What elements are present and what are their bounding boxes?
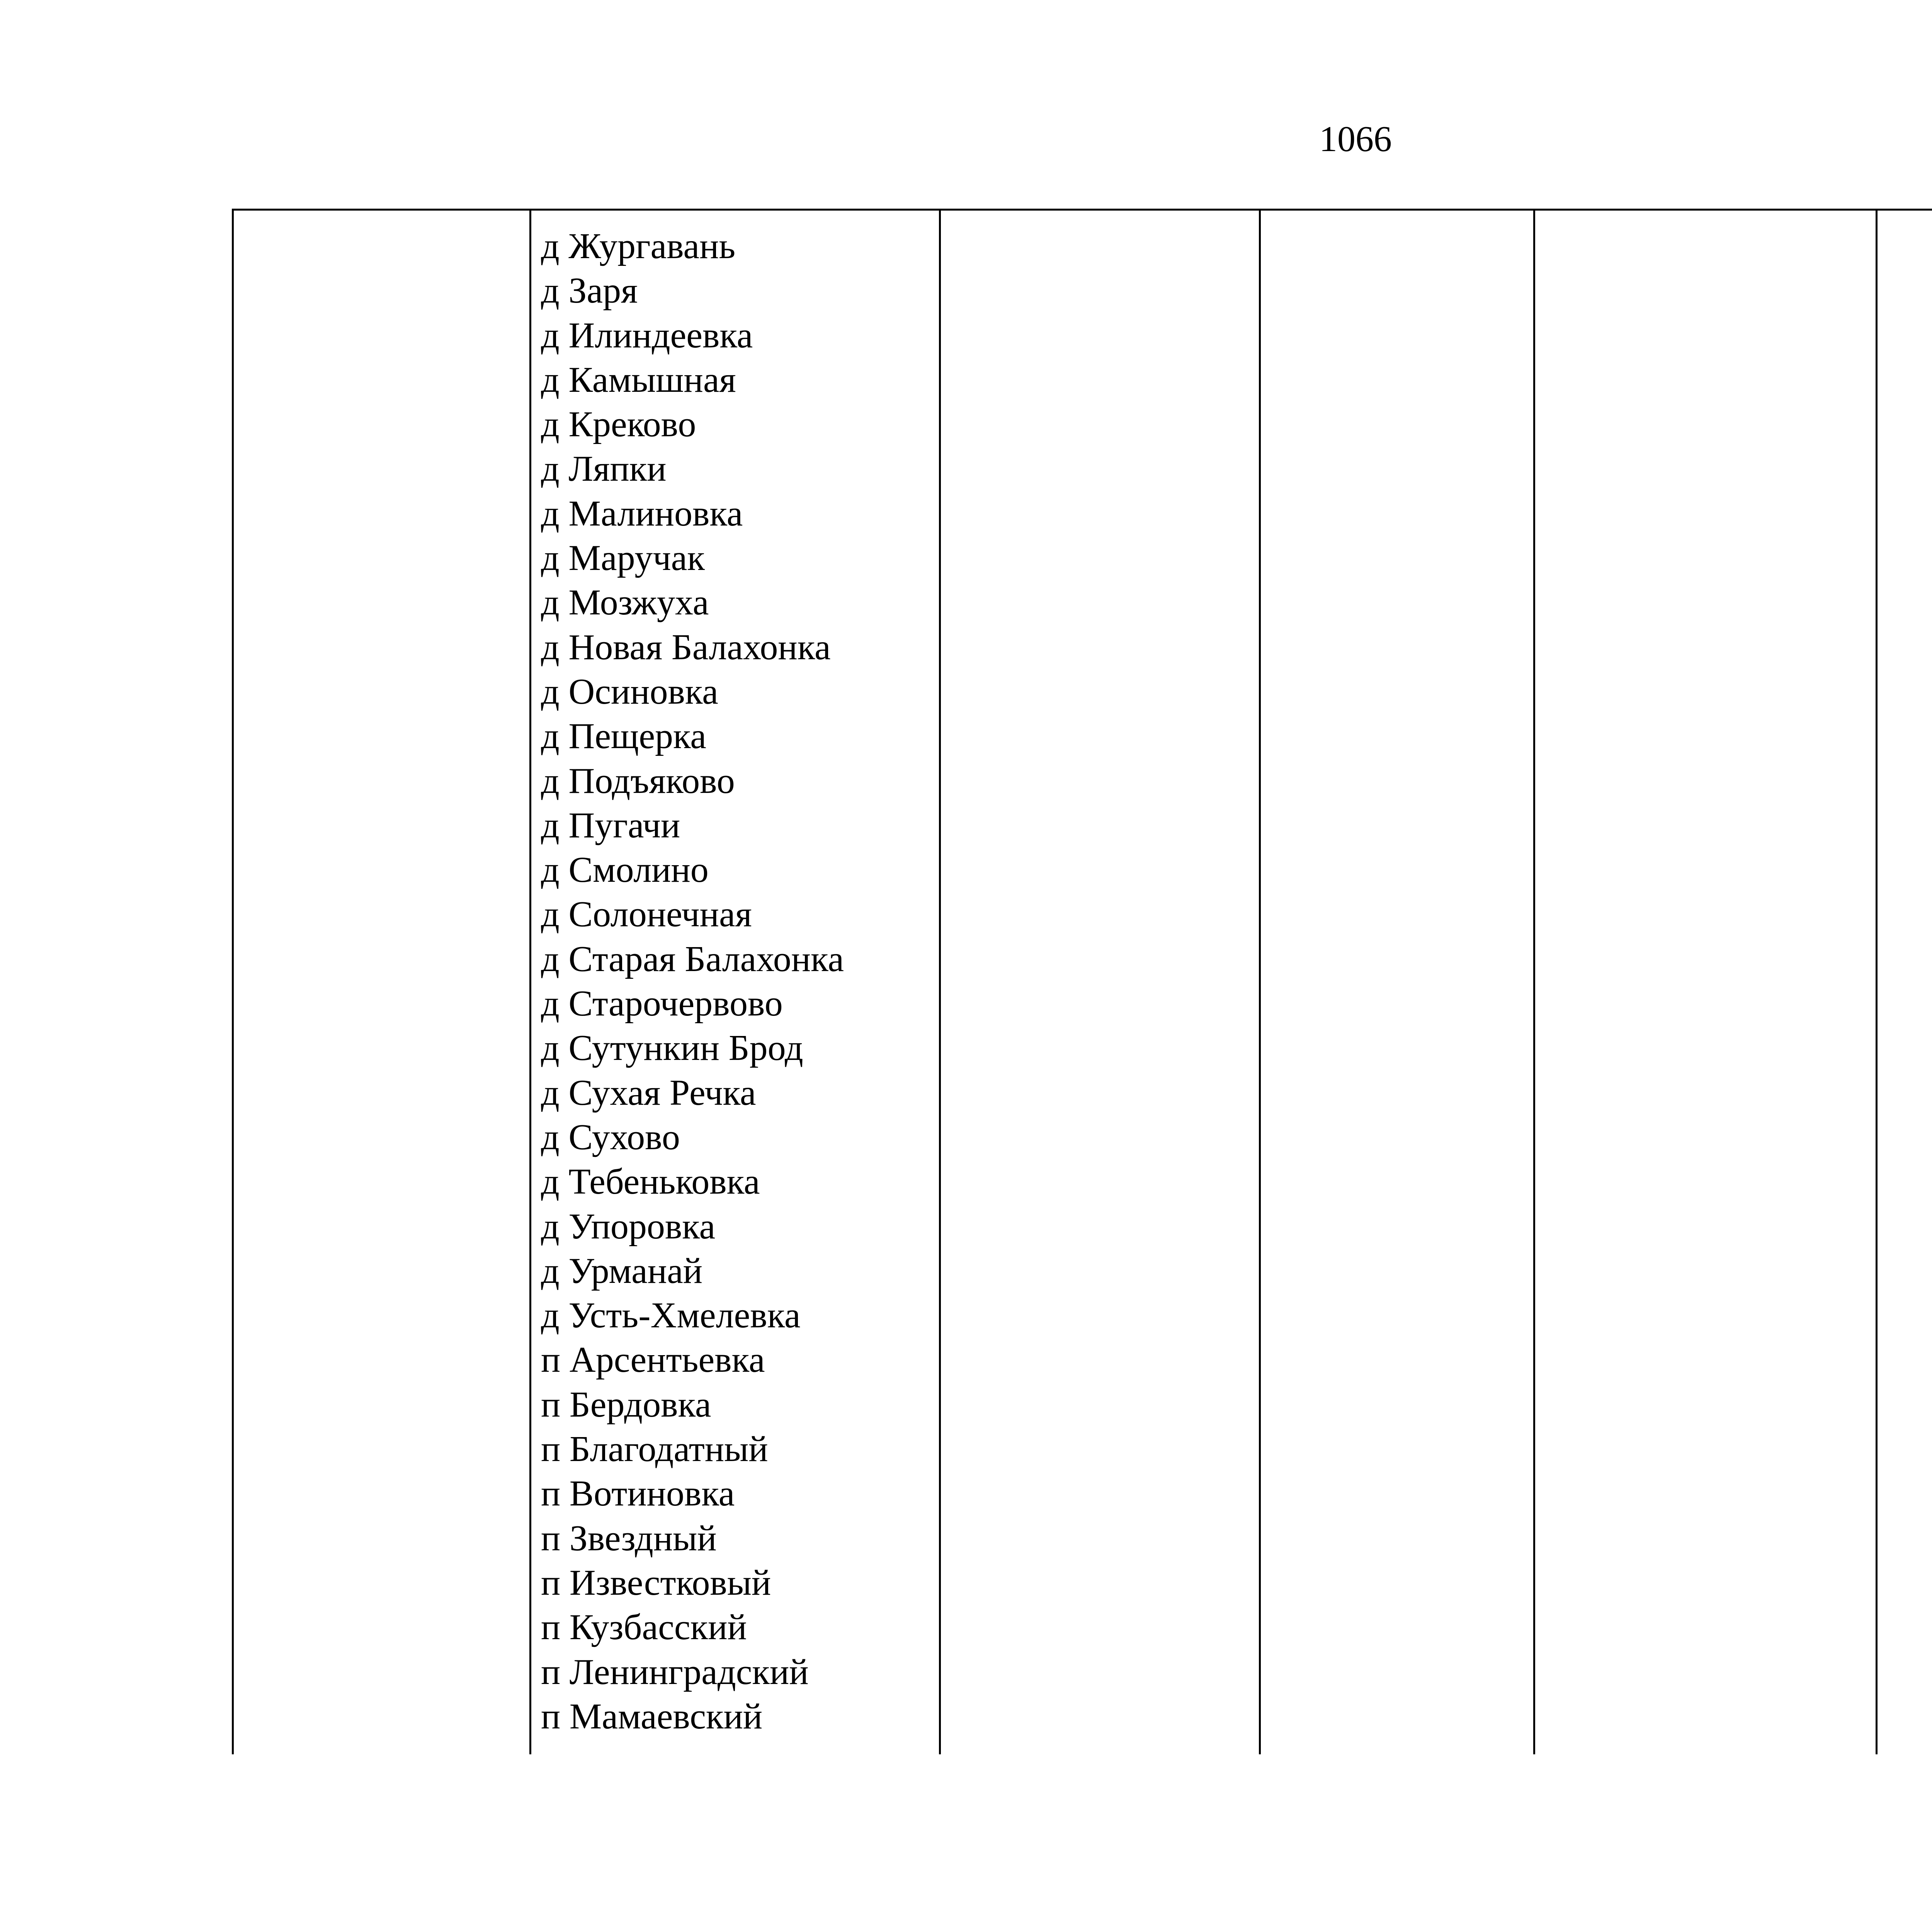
list-item: д Ляпки [541, 449, 667, 489]
list-item: п Бердовка [541, 1384, 711, 1425]
list-item: д Пугачи [541, 805, 680, 845]
list-item: д Камышная [541, 359, 736, 400]
list-item: д Сутункин Брод [541, 1028, 803, 1068]
list-item: д Сухово [541, 1117, 680, 1157]
list-item: д Тебеньковка [541, 1162, 760, 1202]
list-item: д Солонечная [541, 894, 752, 935]
list-item: п Вотиновка [541, 1473, 735, 1514]
settlement-list [541, 224, 935, 1739]
settlements-table [232, 209, 1932, 1754]
column-border-1 [232, 209, 234, 1754]
list-item: д Сухая Речка [541, 1072, 756, 1113]
list-item: д Мозжуха [541, 582, 709, 623]
list-item: п Звездный [541, 1518, 717, 1558]
list-item: д Маручак [541, 538, 705, 578]
list-item: п Ленинградский [541, 1652, 809, 1692]
column-border-2 [529, 209, 531, 1754]
list-item: д Заря [541, 270, 638, 311]
table-top-border [232, 209, 1932, 211]
list-item: д Смолино [541, 850, 709, 890]
list-item: п Арсентьевка [541, 1340, 765, 1380]
list-item: д Малиновка [541, 493, 743, 534]
list-item: д Усть-Хмелевка [541, 1295, 801, 1336]
list-item: д Новая Балахонка [541, 627, 831, 667]
list-item: д Осиновка [541, 671, 718, 712]
list-item: п Известковый [541, 1562, 771, 1603]
column-border-6 [1876, 209, 1878, 1754]
list-item: д Старая Балахонка [541, 939, 844, 979]
list-item: д Илиндеевка [541, 315, 753, 356]
list-item: п Кузбасский [541, 1607, 747, 1648]
list-item: п Благодатный [541, 1429, 768, 1470]
list-item: д Креково [541, 404, 696, 445]
column-border-5 [1533, 209, 1535, 1754]
list-item: д Урманай [541, 1250, 703, 1291]
page-number: 1066 [1319, 119, 1392, 159]
list-item: д Старочервово [541, 983, 783, 1024]
column-border-4 [1259, 209, 1261, 1754]
list-item: д Жургавань [541, 226, 736, 266]
column-border-3 [939, 209, 941, 1754]
list-item: д Пещерка [541, 716, 707, 757]
list-item: п Мамаевский [541, 1696, 763, 1737]
list-item: д Упоровка [541, 1206, 716, 1247]
list-item: д Подъяково [541, 760, 735, 801]
